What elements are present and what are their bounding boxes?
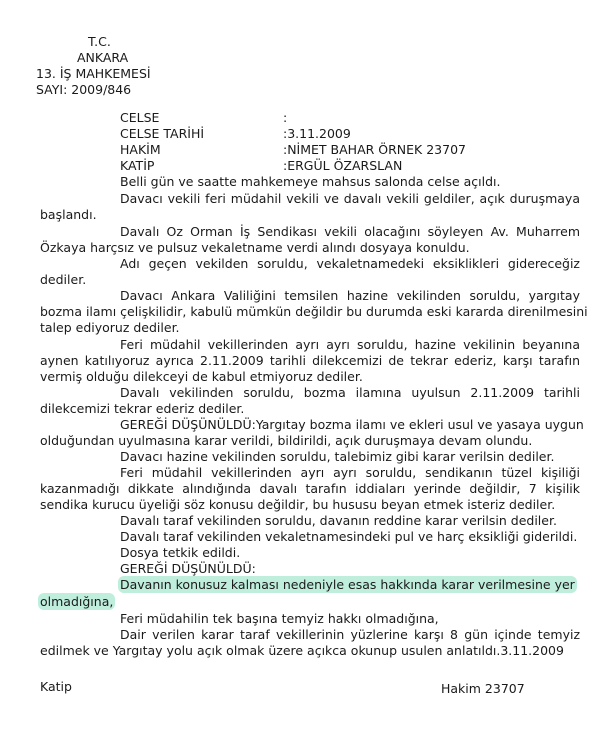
session-label-celse: CELSE [120,110,160,125]
body-line: Özkaya harçsız ve pulsuz vekaletname verdi alındı dosyaya konuldu. [40,240,470,255]
body-line: bozma ilamı çelişkilidir, kabulü mümkün değildir bu durumda eski kararda direnilmesini [40,304,588,319]
body-line: vermiş olduğu dilekceyi de kabul etmiyoruz dediler. [40,369,363,384]
signature-judge: Hakim 23707 [441,681,525,696]
body-line: Davalı taraf vekilinden vekaletnamesindeki pul ve harç eksikliği giderildi. [120,529,578,544]
body-line: sendika kurucu üyeliği söz konusu değildir, bu hususu beyan etmek isteriz dediler. [40,497,556,512]
body-line: dediler. [40,272,87,287]
header-court: 13. İŞ MAHKEMESİ [36,66,151,81]
body-heading-decision: GEREĞİ DÜŞÜNÜLDÜ: [120,561,256,576]
header-tc: T.C. [88,34,111,49]
body-line: Adı geçen vekilden soruldu, vekaletnamedeki eksiklikleri gidereceğiz [120,256,580,271]
body-line: Davacı vekili feri müdahil vekili ve davalı vekili geldiler, açık duruşmaya [120,191,580,206]
header-case-number: SAYI: 2009/846 [36,82,132,97]
body-line: aynen katılıyoruz ayrıca 2.11.2009 tarihli dilekcemizi de tekrar ederiz, karşı tarafın [40,353,580,368]
signature-clerk: Katip [40,679,72,694]
session-label-date: CELSE TARİHİ [120,126,205,141]
highlighted-line [38,594,115,609]
session-value-clerk: :ERGÜL ÖZARSLAN [283,158,403,173]
body-line: olduğundan uyulmasına karar verildi, bildirildi, açık duruşmaya devam olundu. [40,433,533,448]
session-label-judge: HAKİM [120,142,161,157]
body-line: Belli gün ve saatte mahkemeye mahsus salonda celse açıldı. [120,174,501,189]
body-line: Feri müdahil vekillerinden ayrı ayrı soruldu, hazine vekilinin beyanına [120,337,580,352]
body-line: GEREĞİ DÜŞÜNÜLDÜ:Yargıtay bozma ilamı ve ekleri usul ve yasaya uygun [120,417,584,432]
session-value-judge: :NİMET BAHAR ÖRNEK 23707 [283,142,466,157]
highlighted-line [118,577,577,592]
body-line: Davalı vekilinden soruldu, bozma ilamına uyulsun 2.11.2009 tarihli [120,385,580,400]
body-line: Davalı Oz Orman İş Sendikası vekili olacağını söyleyen Av. Muharrem [120,224,580,239]
body-line: talep ediyoruz dediler. [40,320,180,335]
body-line: Davalı taraf vekilinden soruldu, davanın reddine karar verilsin dediler. [120,513,557,528]
highlighted-text: olmadığına, [40,594,114,609]
session-value-celse: : [283,110,288,125]
session-label-clerk: KATİP [120,158,155,173]
body-line: Feri müdahil vekillerinden ayrı ayrı soruldu, sendikanın tüzel kişiliği [120,465,580,480]
body-line: Dosya tetkik edildi. [120,545,241,560]
body-line: dilekcemizi tekrar ederiz dediler. [40,401,245,416]
header-city: ANKARA [77,50,129,65]
body-line: kazanmadığı dikkate alındığında davalı tarafın iddiaları yerinde değildir, 7 kişilik [40,481,580,496]
body-line: Dair verilen karar taraf vekillerinin yüzlerine karşı 8 gün içinde temyiz [120,627,580,642]
session-value-date: :3.11.2009 [283,126,351,141]
highlighted-text: Davanın konusuz kalması nedeniyle esas hakkında karar verilmesine yer [120,577,575,592]
body-line: başlandı. [40,207,97,222]
body-line: Feri müdahilin tek başına temyiz hakkı olmadığına, [120,611,439,626]
body-line: Davacı hazine vekilinden soruldu, talebimiz gibi karar verilsin dediler. [120,449,555,464]
body-line: Davacı Ankara Valiliğini temsilen hazine vekilinden soruldu, yargıtay [120,288,580,303]
body-line: edilmek ve Yargıtay yolu açık olmak üzere açıkca okunup usulen anlatıldı.3.11.2009 [40,643,564,658]
